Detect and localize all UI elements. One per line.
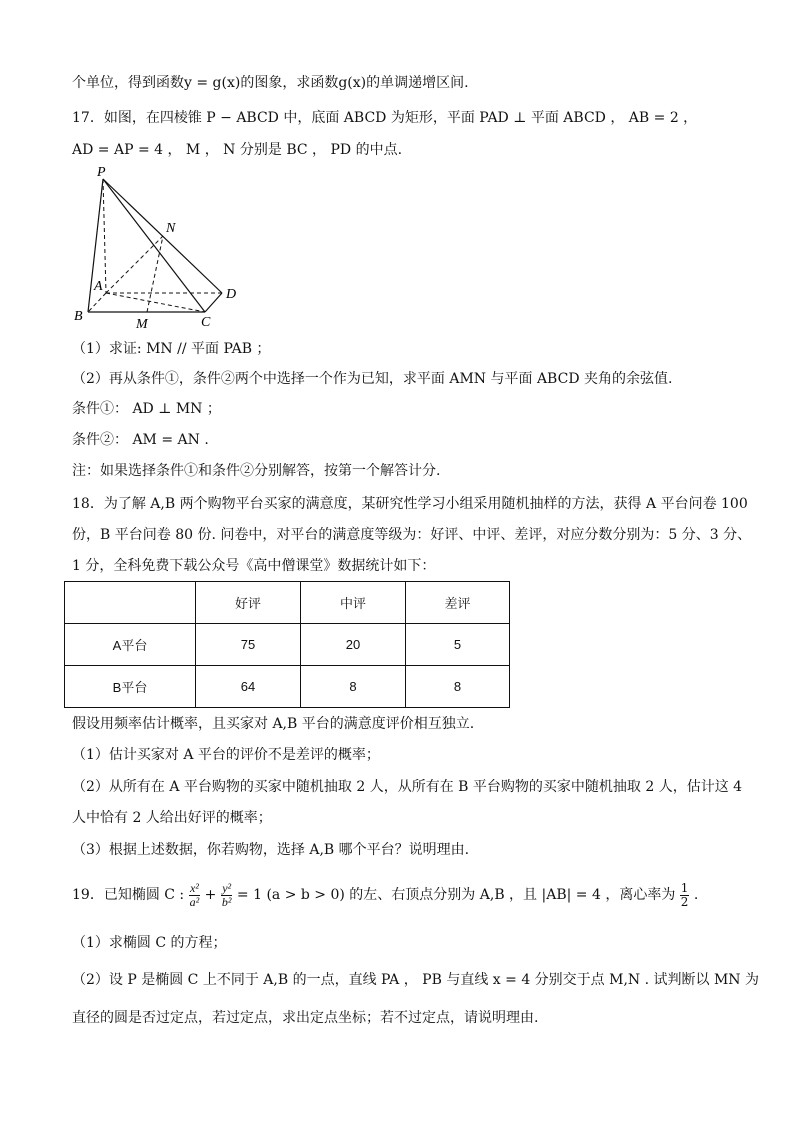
table-cell: 75 [196, 624, 301, 666]
q18-stem-line2: 份，B 平台问卷 80 份. 问卷中，对平台的满意度等级为：好评、中评、差评，对应分数分别为：5 分、3 分、 [72, 527, 752, 543]
q19-end: . [693, 887, 699, 903]
q19-part2-line1: （2）设 P 是椭圆 C 上不同于 A,B 的一点，直线 PA ， PB 与直线 x = 4 分别交于点 M,N . 试判断以 MN 为 [72, 972, 759, 988]
q19-part1: （1）求椭圆 C 的方程； [72, 935, 227, 951]
table-cell: 8 [301, 666, 406, 708]
q17-note: 注：如果选择条件①和条件②分别解答，按第一个解答计分. [72, 463, 441, 479]
label-B: B [74, 309, 83, 324]
label-P: P [97, 165, 106, 180]
table-header-cell: 中评 [301, 582, 406, 624]
fraction-y2-over-b2 [221, 882, 233, 909]
table-header-cell: 好评 [196, 582, 301, 624]
edge-AN [106, 236, 163, 293]
q17-part1: （1）求证: MN // 平面 PAB ； [72, 341, 271, 357]
table-cell: 64 [196, 666, 301, 708]
table-row-label: A平台 [65, 624, 196, 666]
q16-tail-line: 个单位，得到函数y = g(x)的图象，求函数g(x)的单调递增区间. [72, 75, 469, 91]
fraction-eccentricity [680, 882, 690, 909]
fraction-denominator: 2 [680, 894, 689, 909]
fraction-numerator: 1 [680, 880, 689, 895]
edge-CD [205, 293, 222, 312]
fraction-numerator: y² [222, 880, 232, 895]
table-header-cell [65, 582, 196, 624]
label-A: A [94, 279, 103, 294]
table-header-row [65, 582, 510, 624]
fraction-x2-over-a2 [189, 882, 201, 909]
q19-prefix: 19．已知椭圆 C : [72, 887, 185, 903]
table-row [65, 666, 510, 708]
q18-part2-line2: 人中恰有 2 人给出好评的概率； [72, 810, 272, 826]
table-row [65, 624, 510, 666]
q18-stem-line3: 1 分，全科免费下载公众号《高中僧课堂》数据统计如下： [72, 558, 436, 574]
label-C: C [201, 315, 211, 330]
fraction-denominator: a² [189, 894, 200, 909]
q19-stem [72, 880, 698, 910]
survey-table [64, 581, 510, 708]
table-cell: 8 [406, 666, 510, 708]
label-D: D [226, 287, 237, 302]
q17-stem-line1: 17．如图，在四棱锥 P − ABCD 中，底面 ABCD 为矩形，平面 PAD ⊥ 平面 ABCD ， AB = 2 ， [72, 110, 698, 126]
table-cell: 5 [406, 624, 510, 666]
pyramid-figure [70, 162, 260, 332]
q18-part1: （1）估计买家对 A 平台的评价不是差评的概率； [72, 747, 380, 763]
q19-part2-line2: 直径的圆是否过定点，若过定点，求出定点坐标；若不过定点，请说明理由. [72, 1010, 539, 1026]
edge-PC [103, 179, 205, 312]
fraction-numerator: x² [189, 880, 199, 895]
table-row-label: B平台 [65, 666, 196, 708]
fraction-denominator: b² [221, 894, 232, 909]
edge-AC [106, 293, 205, 312]
edge-PA [103, 179, 106, 293]
q18-stem-line1: 18．为了解 A,B 两个购物平台买家的满意度，某研究性学习小组采用随机抽样的方法，获得 A 平台问卷 100 [72, 496, 748, 512]
q18-part2-line1: （2）从所有在 A 平台购物的买家中随机抽取 2 人，从所有在 B 平台购物的买家中随机抽取 2 人，估计这 4 [72, 779, 743, 795]
q17-stem-line2: AD = AP = 4 ， M ， N 分别是 BC ， PD 的中点. [72, 142, 403, 158]
q18-assumption: 假设用频率估计概率，且买家对 A,B 平台的满意度评价相互独立. [72, 716, 475, 732]
label-M: M [136, 317, 148, 332]
table-cell: 20 [301, 624, 406, 666]
q17-part2: （2）再从条件①，条件②两个中选择一个作为已知，求平面 AMN 与平面 ABCD 夹角的余弦值. [72, 371, 673, 387]
plus-sign: + [204, 887, 217, 903]
label-N: N [166, 221, 176, 236]
q18-part3: （3）根据上述数据，你若购物，选择 A,B 哪个平台？说明理由. [72, 842, 470, 858]
q17-condition1: 条件①： AD ⊥ MN ； [72, 401, 221, 417]
q19-middle: = 1 (a > b > 0) 的左、右顶点分别为 A,B ，且 |AB| = 4 ，离心率为 [236, 887, 676, 903]
table-header-cell: 差评 [406, 582, 510, 624]
edge-AB [88, 293, 106, 312]
q17-condition2: 条件②： AM = AN . [72, 432, 209, 448]
